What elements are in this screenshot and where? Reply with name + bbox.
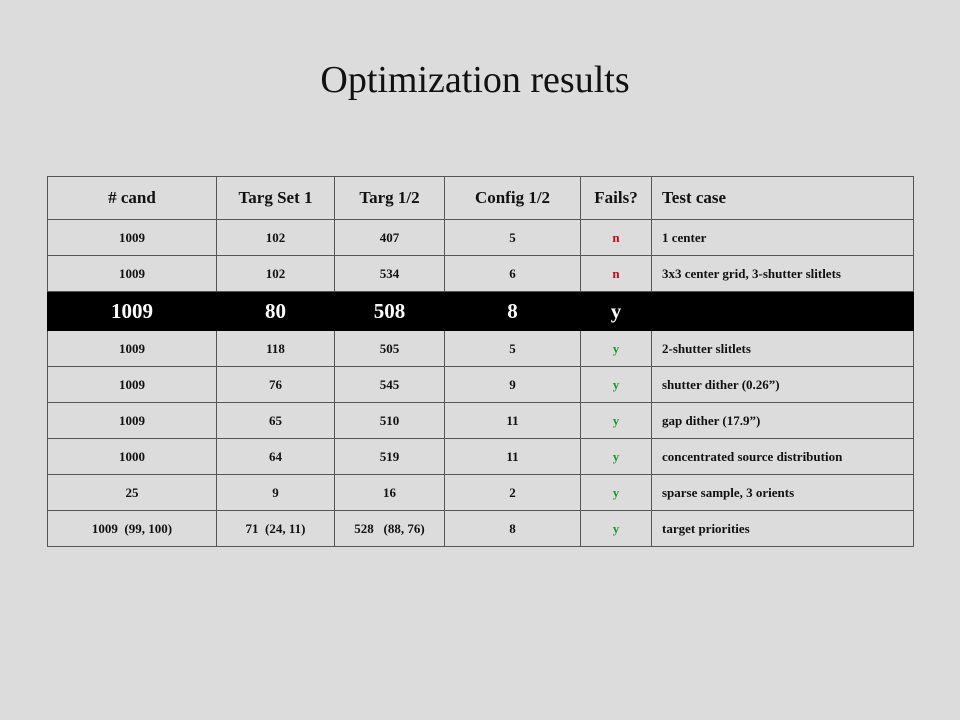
cell-fails: y <box>581 367 652 403</box>
cell-config-half: 8 <box>445 511 581 547</box>
cell-cand: 25 <box>48 475 217 511</box>
cell-fails: y <box>581 403 652 439</box>
cell-cand: 1009 <box>48 256 217 292</box>
cell-config-half: 6 <box>445 256 581 292</box>
cell-config-half: 5 <box>445 331 581 367</box>
header-fails: Fails? <box>581 177 652 220</box>
cell-test-case: shutter dither (0.26”) <box>652 367 914 403</box>
header-row <box>48 177 914 220</box>
header-targ-set-1: Targ Set 1 <box>217 177 335 220</box>
cell-targ-set-1: 71 (24, 11) <box>217 511 335 547</box>
cell-cand: 1000 <box>48 439 217 475</box>
cell-cand: 1009 <box>48 403 217 439</box>
cell-test-case: gap dither (17.9”) <box>652 403 914 439</box>
cell-targ-half: 407 <box>335 220 445 256</box>
header-test-case: Test case <box>652 177 914 220</box>
cell-targ-set-1: 65 <box>217 403 335 439</box>
cell-fails: y <box>581 475 652 511</box>
cell-cand: 1009 <box>48 292 217 331</box>
cell-test-case: 3x3 center grid, 3-shutter slitlets <box>652 256 914 292</box>
cell-targ-half: 545 <box>335 367 445 403</box>
header-config-half: Config 1/2 <box>445 177 581 220</box>
header-cand: # cand <box>48 177 217 220</box>
cell-test-case: 2-shutter slitlets <box>652 331 914 367</box>
table-row <box>48 367 914 403</box>
cell-targ-set-1: 9 <box>217 475 335 511</box>
cell-targ-set-1: 80 <box>217 292 335 331</box>
cell-targ-half: 510 <box>335 403 445 439</box>
results-table <box>47 176 914 547</box>
cell-targ-half: 519 <box>335 439 445 475</box>
cell-targ-half: 534 <box>335 256 445 292</box>
cell-cand: 1009 <box>48 331 217 367</box>
cell-targ-set-1: 64 <box>217 439 335 475</box>
cell-targ-set-1: 102 <box>217 256 335 292</box>
cell-config-half: 8 <box>445 292 581 331</box>
table-row <box>48 511 914 547</box>
cell-test-case: 1 center <box>652 220 914 256</box>
cell-config-half: 11 <box>445 403 581 439</box>
cell-test-case: target priorities <box>652 511 914 547</box>
cell-targ-half: 505 <box>335 331 445 367</box>
cell-cand: 1009 (99, 100) <box>48 511 217 547</box>
cell-fails: y <box>581 511 652 547</box>
header-targ-half: Targ 1/2 <box>335 177 445 220</box>
cell-targ-half: 508 <box>335 292 445 331</box>
cell-cand: 1009 <box>48 367 217 403</box>
table-row-highlighted <box>48 292 914 331</box>
cell-targ-set-1: 102 <box>217 220 335 256</box>
cell-config-half: 2 <box>445 475 581 511</box>
cell-config-half: 5 <box>445 220 581 256</box>
cell-fails: y <box>581 331 652 367</box>
cell-test-case <box>652 292 914 331</box>
table-row <box>48 439 914 475</box>
cell-cand: 1009 <box>48 220 217 256</box>
cell-fails: n <box>581 220 652 256</box>
cell-targ-half: 528 (88, 76) <box>335 511 445 547</box>
table-row <box>48 331 914 367</box>
cell-targ-set-1: 76 <box>217 367 335 403</box>
cell-fails: y <box>581 292 652 331</box>
table-row <box>48 475 914 511</box>
cell-config-half: 9 <box>445 367 581 403</box>
cell-fails: y <box>581 439 652 475</box>
table-row <box>48 256 914 292</box>
cell-test-case: sparse sample, 3 orients <box>652 475 914 511</box>
cell-targ-half: 16 <box>335 475 445 511</box>
cell-targ-set-1: 118 <box>217 331 335 367</box>
cell-config-half: 11 <box>445 439 581 475</box>
page-title: Optimization results <box>320 59 630 101</box>
cell-fails: n <box>581 256 652 292</box>
cell-test-case: concentrated source distribution <box>652 439 914 475</box>
table-row <box>48 220 914 256</box>
table-row <box>48 403 914 439</box>
